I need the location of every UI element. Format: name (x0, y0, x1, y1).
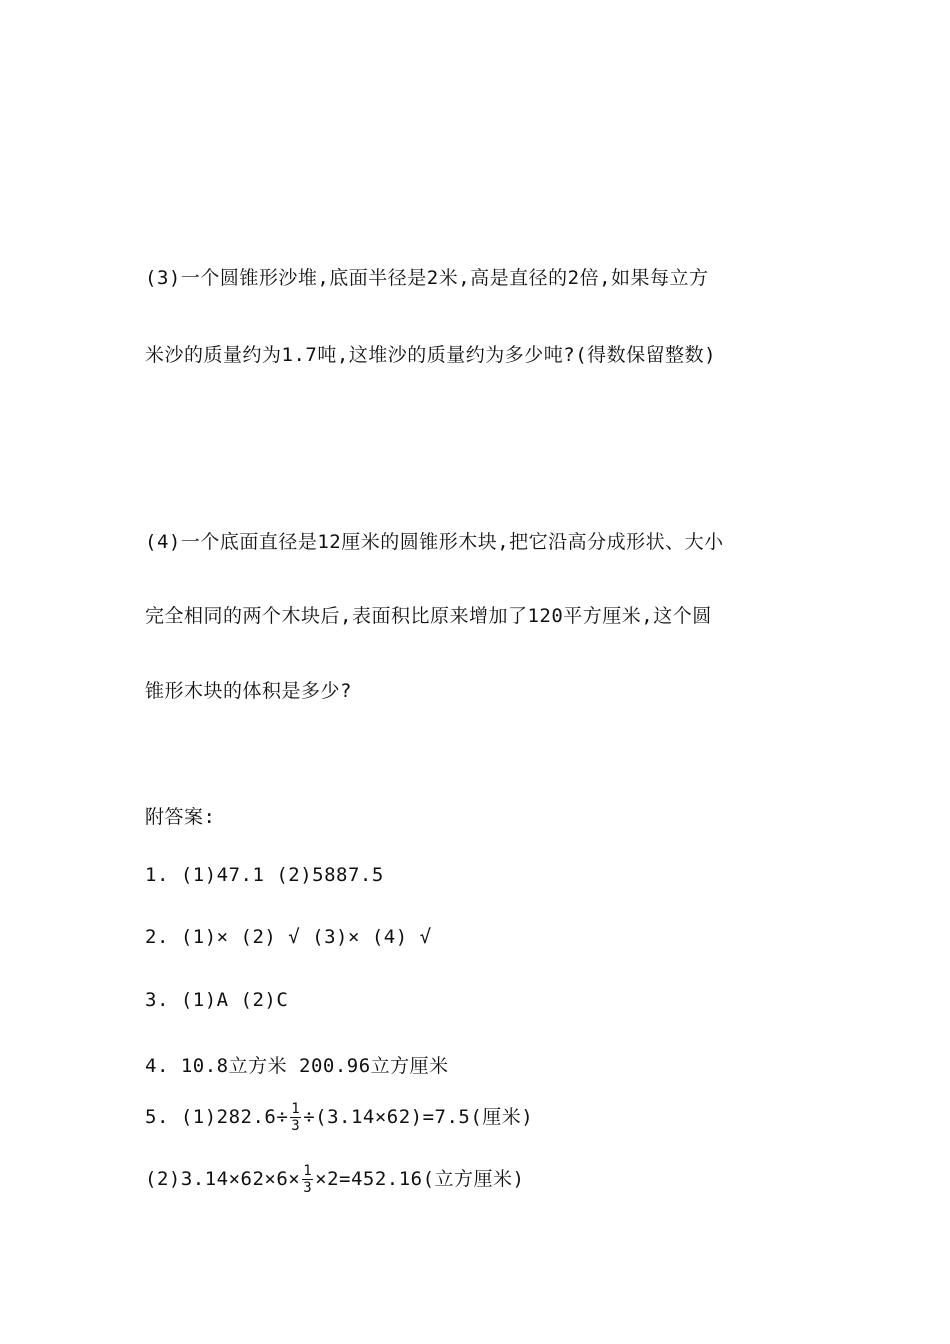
fraction-denominator: 3 (303, 1180, 313, 1196)
problem-4-line-3: 锥形木块的体积是多少? (145, 680, 352, 702)
answer-5-part-1-pre: 5. (1)282.6÷ (145, 1106, 289, 1128)
fraction-denominator: 3 (291, 1118, 301, 1134)
fraction-numerator: 1 (291, 1101, 301, 1117)
answer-1: 1. (1)47.1 (2)5887.5 (145, 864, 384, 886)
answer-5-part-2 (145, 1164, 525, 1195)
answer-5-part-1 (145, 1102, 533, 1133)
answer-5-part-1-post: ÷(3.14×62)=7.5(厘米) (303, 1106, 534, 1128)
problem-4-line-1: (4)一个底面直径是12厘米的圆锥形木块,把它沿高分成形状、大小 (145, 531, 724, 553)
problem-4-line-2: 完全相同的两个木块后,表面积比原来增加了120平方厘米,这个圆 (145, 605, 712, 627)
answer-5-part-2-pre: (2)3.14×62×6× (145, 1168, 301, 1190)
problem-3-line-1: (3)一个圆锥形沙堆,底面半径是2米,高是直径的2倍,如果每立方 (145, 267, 709, 289)
problem-3-line-2: 米沙的质量约为1.7吨,这堆沙的质量约为多少吨?(得数保留整数) (145, 344, 717, 366)
fraction-one-third (302, 1164, 313, 1195)
answer-2: 2. (1)× (2) √ (3)× (4) √ (145, 926, 432, 948)
answer-3: 3. (1)A (2)C (145, 989, 289, 1011)
answer-5-part-2-post: ×2=452.16(立方厘米) (315, 1168, 525, 1190)
answers-heading: 附答案: (145, 806, 216, 828)
fraction-one-third (290, 1102, 301, 1133)
fraction-numerator: 1 (303, 1163, 313, 1179)
answer-4: 4. 10.8立方米 200.96立方厘米 (145, 1055, 449, 1077)
